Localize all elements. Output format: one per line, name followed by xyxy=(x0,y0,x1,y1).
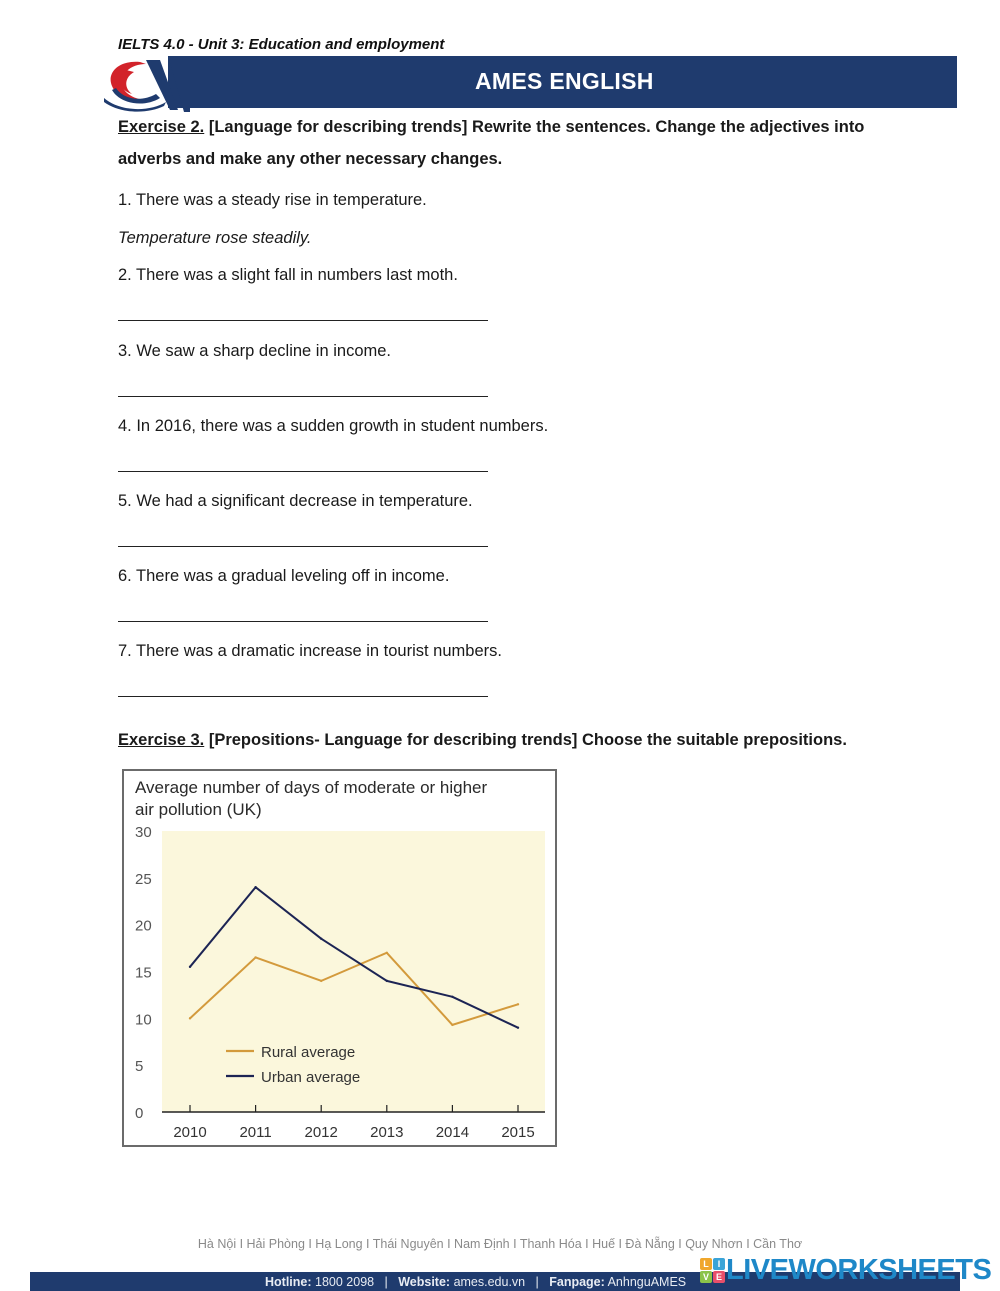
exercise3-instruction-text: [Prepositions- Language for describing trends] Choose the suitable prepositions. xyxy=(204,731,847,749)
answer-blank-7[interactable] xyxy=(118,696,488,697)
website-label: Website: xyxy=(398,1275,451,1289)
exercise3-label: Exercise 3. xyxy=(118,731,205,749)
x-tick-label: 2014 xyxy=(435,1124,470,1141)
exercise3-instruction xyxy=(118,731,847,750)
badge-letter-l: L xyxy=(700,1258,712,1270)
pollution-chart xyxy=(122,769,560,1149)
legend-label: Urban average xyxy=(261,1069,361,1086)
exercise2-instruction-line1: [Language for describing trends] Rewrite the sentences. Change the adjectives into xyxy=(204,118,865,136)
data-point xyxy=(386,952,388,954)
exercise2-label: Exercise 2. xyxy=(118,118,205,136)
footer-contact: Hotline: 1800 2098 | Website: ames.edu.vn | Fanpage: AnhnguAMES xyxy=(265,1275,687,1289)
data-point xyxy=(189,966,191,968)
data-point xyxy=(451,996,453,998)
question-4: 4. In 2016, there was a sudden growth in student numbers. xyxy=(118,417,549,435)
data-point xyxy=(386,980,388,982)
answer-blank-4[interactable] xyxy=(118,471,488,472)
exercise2-instruction xyxy=(118,118,864,137)
badge-letter-e: E xyxy=(713,1271,725,1283)
ames-logo-icon xyxy=(100,54,190,114)
fanpage-label: Fanpage: xyxy=(549,1275,605,1289)
data-point xyxy=(451,1024,453,1026)
footer-cities: Hà Nội I Hải Phòng I Hạ Long I Thái Nguyên I Nam Định I Thanh Hóa I Huế I Đà Nẵng I Quy Nhơn I Cần Thơ xyxy=(197,1237,803,1251)
data-point xyxy=(189,1017,191,1019)
y-tick-label: 0 xyxy=(135,1105,144,1122)
y-tick-label: 25 xyxy=(135,870,152,888)
question-3: 3. We saw a sharp decline in income. xyxy=(118,342,391,360)
data-point xyxy=(517,1003,519,1005)
data-point xyxy=(254,886,256,888)
question-2: 2. There was a slight fall in numbers last moth. xyxy=(118,266,458,284)
x-tick-label: 2011 xyxy=(239,1124,272,1141)
legend-label: Rural average xyxy=(261,1044,356,1061)
y-tick-label: 15 xyxy=(135,964,152,982)
example-prompt: 1. There was a steady rise in temperature. xyxy=(118,191,427,209)
badge-letter-v: V xyxy=(700,1271,712,1283)
x-tick-label: 2015 xyxy=(501,1124,535,1141)
y-tick-label: 30 xyxy=(135,824,152,841)
course-title: IELTS 4.0 - Unit 3: Education and employment xyxy=(118,36,445,53)
answer-blank-6[interactable] xyxy=(118,621,488,622)
pollution-chart-svg xyxy=(122,769,560,1149)
chart-title-line2: air pollution (UK) xyxy=(135,800,262,819)
question-5: 5. We had a significant decrease in temperature. xyxy=(118,492,473,510)
liveworksheets-watermark[interactable] xyxy=(700,1253,996,1289)
chart-title-line1: Average number of days of moderate or higher xyxy=(135,778,488,797)
hotline-number: 1800 2098 xyxy=(315,1275,375,1289)
answer-blank-2[interactable] xyxy=(118,320,488,321)
data-point xyxy=(320,980,322,982)
y-tick-label: 20 xyxy=(135,917,152,935)
answer-blank-5[interactable] xyxy=(118,546,488,547)
y-tick-label: 10 xyxy=(135,1011,152,1029)
data-point xyxy=(517,1027,519,1029)
fanpage-link[interactable]: AnhnguAMES xyxy=(607,1275,687,1289)
exercise2-instruction-line2: adverbs and make any other necessary changes. xyxy=(118,150,503,168)
question-7: 7. There was a dramatic increase in tourist numbers. xyxy=(118,642,502,660)
example-answer: Temperature rose steadily. xyxy=(118,229,312,247)
brand-banner xyxy=(168,56,957,108)
x-tick-label: 2012 xyxy=(304,1124,338,1141)
liveworksheets-text: LIVEWORKSHEETS xyxy=(726,1254,992,1286)
website-link[interactable]: ames.edu.vn xyxy=(453,1275,526,1289)
x-tick-label: 2010 xyxy=(173,1124,207,1141)
data-point xyxy=(254,956,256,958)
liveworksheets-badge-icon xyxy=(700,1258,726,1284)
data-point xyxy=(320,938,322,940)
brand-name: AMES ENGLISH xyxy=(475,68,654,94)
question-6: 6. There was a gradual leveling off in income. xyxy=(118,567,450,585)
badge-letter-i: I xyxy=(713,1258,725,1270)
hotline-label: Hotline: xyxy=(265,1275,312,1289)
x-tick-label: 2013 xyxy=(370,1124,404,1141)
answer-blank-3[interactable] xyxy=(118,396,488,397)
y-tick-label: 5 xyxy=(135,1058,144,1076)
